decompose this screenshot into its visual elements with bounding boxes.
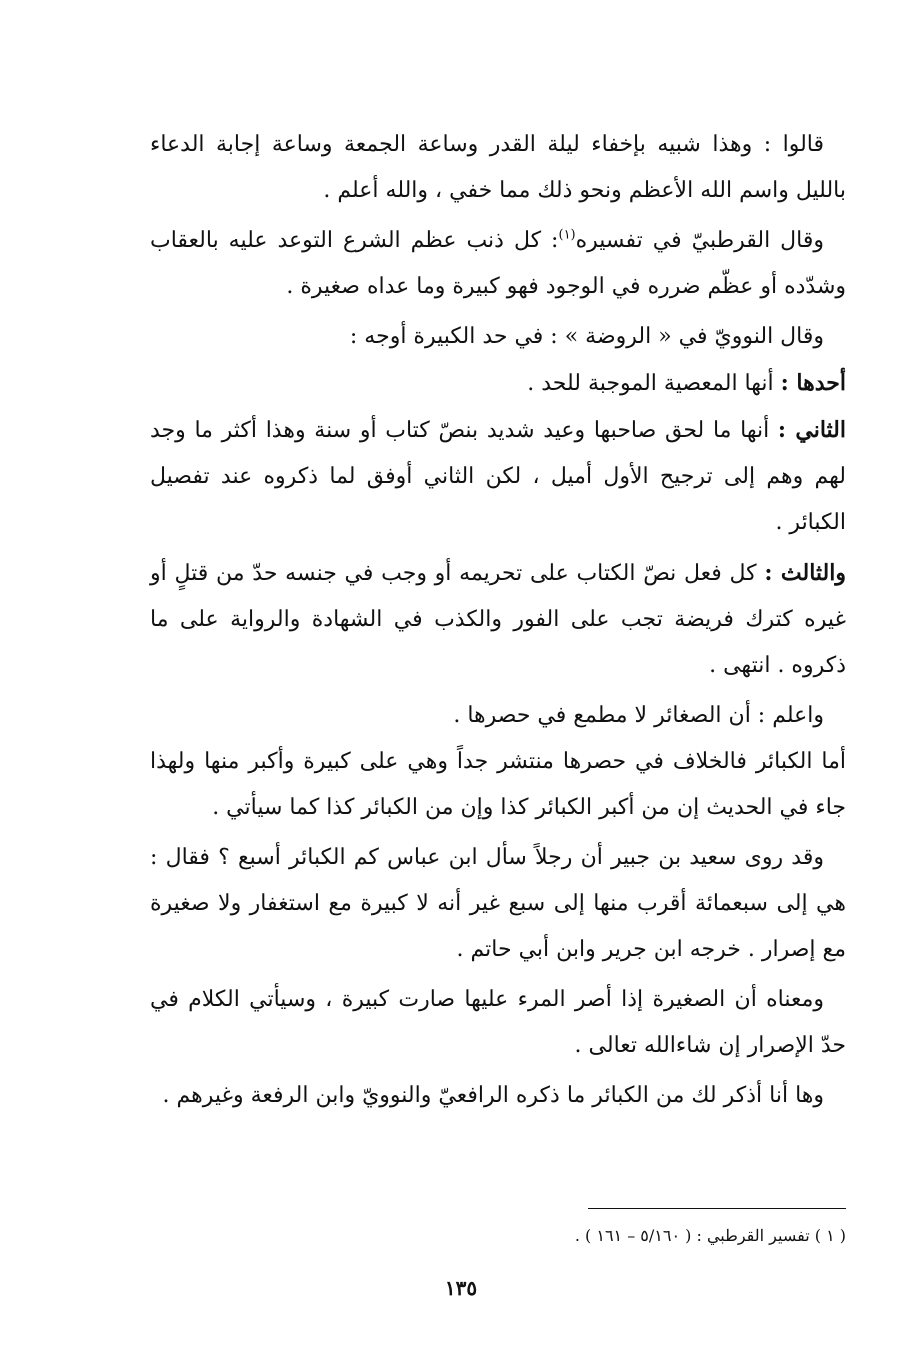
footnote-reference: (١): [558, 227, 576, 243]
paragraph-7: واعلم : أن الصغائر لا مطمع في حصرها .: [453, 703, 824, 728]
paragraph-5-lead: الثاني :: [777, 417, 846, 443]
paragraph-1: قالوا : وهذا شبيه بإخفاء ليلة القدر وساعة الجمعة وساعة إجابة الدعاء بالليل واسم الله الأعظم ونحو ذلك مما خفي ، والله أعلم .: [150, 132, 846, 203]
paragraph-4-lead: أحدها :: [780, 370, 846, 396]
footnote: ( ١ ) تفسير القرطبي : ( ٥/١٦٠ – ١٦١ ) .: [574, 1226, 846, 1245]
paragraph-4-text: أنها المعصية الموجبة للحد .: [527, 371, 781, 396]
paragraph-8: أما الكبائر فالخلاف في حصرها منتشر جداً وهي على كبيرة وأكبر منها ولهذا جاء في الحديث إن من أكبر الكبائر كذا وإن من الكبائر كذا كما سيأتي .: [150, 749, 846, 820]
paragraph-5-text: أنها ما لحق صاحبها وعيد شديد بنصّ كتاب أو سنة وهذا أكثر ما وجد لهم وهم إلى ترجيح الأول أميل ، لكن الثاني أوفق لما ذكروه عند تفصيل الكبائر .: [150, 418, 846, 535]
footnote-divider: [588, 1208, 846, 1209]
paragraph-6: [150, 550, 846, 689]
paragraph-2-start: وقال القرطبيّ في تفسيره: [575, 228, 824, 253]
paragraph-2: [150, 218, 846, 310]
paragraph-9: وقد روى سعيد بن جبير أن رجلاً سأل ابن عباس كم الكبائر أسبع ؟ فقال : هي إلى سبعمائة أقرب منها إلى سبع غير أنه لا كبيرة مع استغفار ولا صغيرة مع إصرار . خرجه ابن جرير وابن أبي حاتم .: [150, 845, 846, 962]
page-body: [150, 122, 846, 1123]
paragraph-6-text: كل فعل نصّ الكتاب على تحريمه أو وجب في جنسه حدّ من قتلٍ أو غيره كترك فريضة تجب على الفور والكذب في الشهادة والرواية على ما ذكروه . انتهى .: [150, 561, 846, 678]
paragraph-5: [150, 407, 846, 546]
paragraph-11: وها أنا أذكر لك من الكبائر ما ذكره الرافعيّ والنوويّ وابن الرفعة وغيرهم .: [162, 1083, 824, 1108]
paragraph-2-end: : كل ذنب عظم الشرع التوعد عليه بالعقاب وشدّده أو عظّم ضرره في الوجود فهو كبيرة وما عداه صغيرة .: [150, 228, 846, 299]
paragraph-6-lead: والثالث :: [764, 560, 846, 586]
paragraph-4: [150, 360, 846, 407]
paragraph-10: ومعناه أن الصغيرة إذا أصر المرء عليها صارت كبيرة ، وسيأتي الكلام في حدّ الإصرار إن شاءالله تعالى .: [150, 987, 846, 1058]
paragraph-3: وقال النوويّ في « الروضة » : في حد الكبيرة أوجه :: [349, 324, 824, 349]
page-number: ١٣٥: [444, 1276, 478, 1300]
